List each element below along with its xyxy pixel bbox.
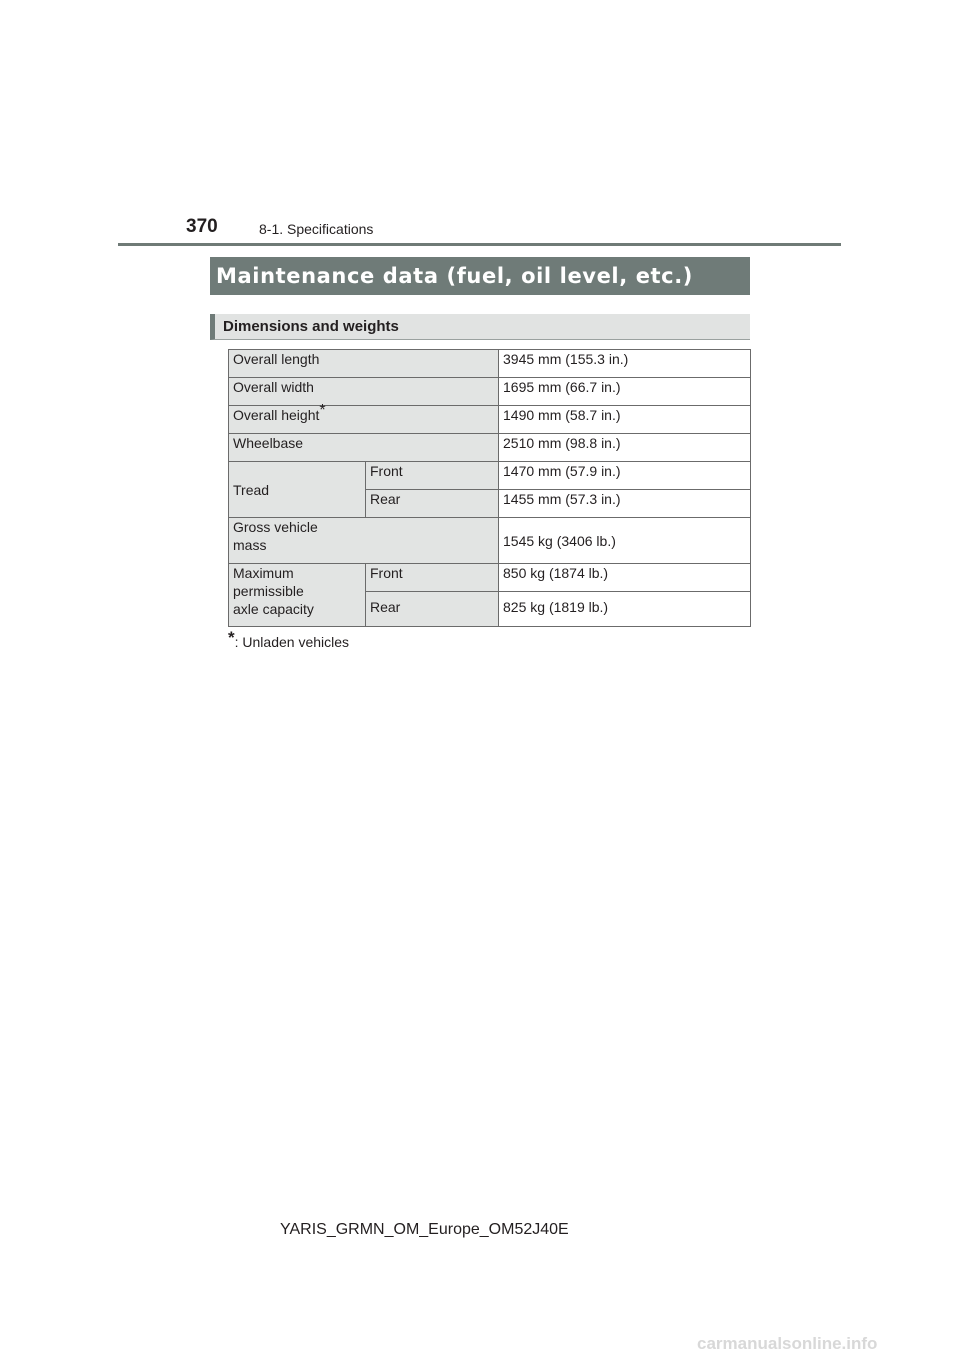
overall-width-value: 1695 mm (66.7 in.) — [499, 378, 751, 406]
tread-front-value: 1470 mm (57.9 in.) — [499, 462, 751, 490]
main-heading — [210, 257, 750, 295]
footnote-marker: * — [228, 628, 235, 647]
wheelbase-label: Wheelbase — [229, 434, 499, 462]
watermark-text: carmanualsonline.info — [697, 1334, 878, 1353]
overall-height-label-cell — [229, 402, 499, 434]
unladen-footnote-marker: * — [319, 402, 326, 420]
tread-rear-value: 1455 mm (57.3 in.) — [499, 490, 751, 518]
sub-heading-text: Dimensions and weights — [223, 318, 399, 335]
max-axle-capacity-label-line2: permissible — [233, 583, 304, 599]
table-row-axle-front — [229, 564, 751, 592]
gross-vehicle-mass-label-line2: mass — [233, 537, 267, 553]
max-axle-capacity-label-line1: Maximum — [233, 565, 294, 581]
axle-rear-label: Rear — [366, 592, 499, 627]
max-axle-capacity-label-line3: axle capacity — [233, 601, 314, 617]
document-id: YARIS_GRMN_OM_Europe_OM52J40E — [280, 1221, 569, 1238]
max-axle-capacity-label — [229, 564, 366, 627]
overall-length-label: Overall length — [229, 350, 499, 378]
header-divider — [118, 243, 841, 246]
overall-width-label: Overall width — [229, 378, 499, 406]
dimensions-table — [228, 349, 751, 627]
main-heading-text: Maintenance data (fuel, oil level, etc.) — [216, 264, 694, 288]
table-row-tread-front — [229, 462, 751, 490]
tread-label: Tread — [229, 462, 366, 518]
section-breadcrumb: 8-1. Specifications — [259, 221, 374, 237]
axle-front-label: Front — [366, 564, 499, 592]
footnote-text: : Unladen vehicles — [234, 634, 350, 650]
overall-height-label: Overall height — [233, 407, 320, 423]
table-row-overall-height — [229, 406, 751, 434]
overall-height-value: 1490 mm (58.7 in.) — [499, 406, 751, 434]
gross-vehicle-mass-label-line1: Gross vehicle — [233, 519, 318, 535]
axle-front-value: 850 kg (1874 lb.) — [499, 564, 751, 592]
page-number: 370 — [186, 216, 218, 237]
sub-heading — [210, 314, 750, 340]
gross-vehicle-mass-label — [229, 518, 499, 564]
gross-vehicle-mass-value: 1545 kg (3406 lb.) — [499, 518, 751, 564]
table-row-overall-length — [229, 350, 751, 378]
table-row-overall-width — [229, 378, 751, 406]
tread-rear-label: Rear — [366, 490, 499, 518]
overall-length-value: 3945 mm (155.3 in.) — [499, 350, 751, 378]
axle-rear-value: 825 kg (1819 lb.) — [499, 592, 751, 627]
table-row-gross-vehicle-mass — [229, 518, 751, 564]
wheelbase-value: 2510 mm (98.8 in.) — [499, 434, 751, 462]
table-row-wheelbase — [229, 434, 751, 462]
footnote — [228, 628, 350, 651]
tread-front-label: Front — [366, 462, 499, 490]
